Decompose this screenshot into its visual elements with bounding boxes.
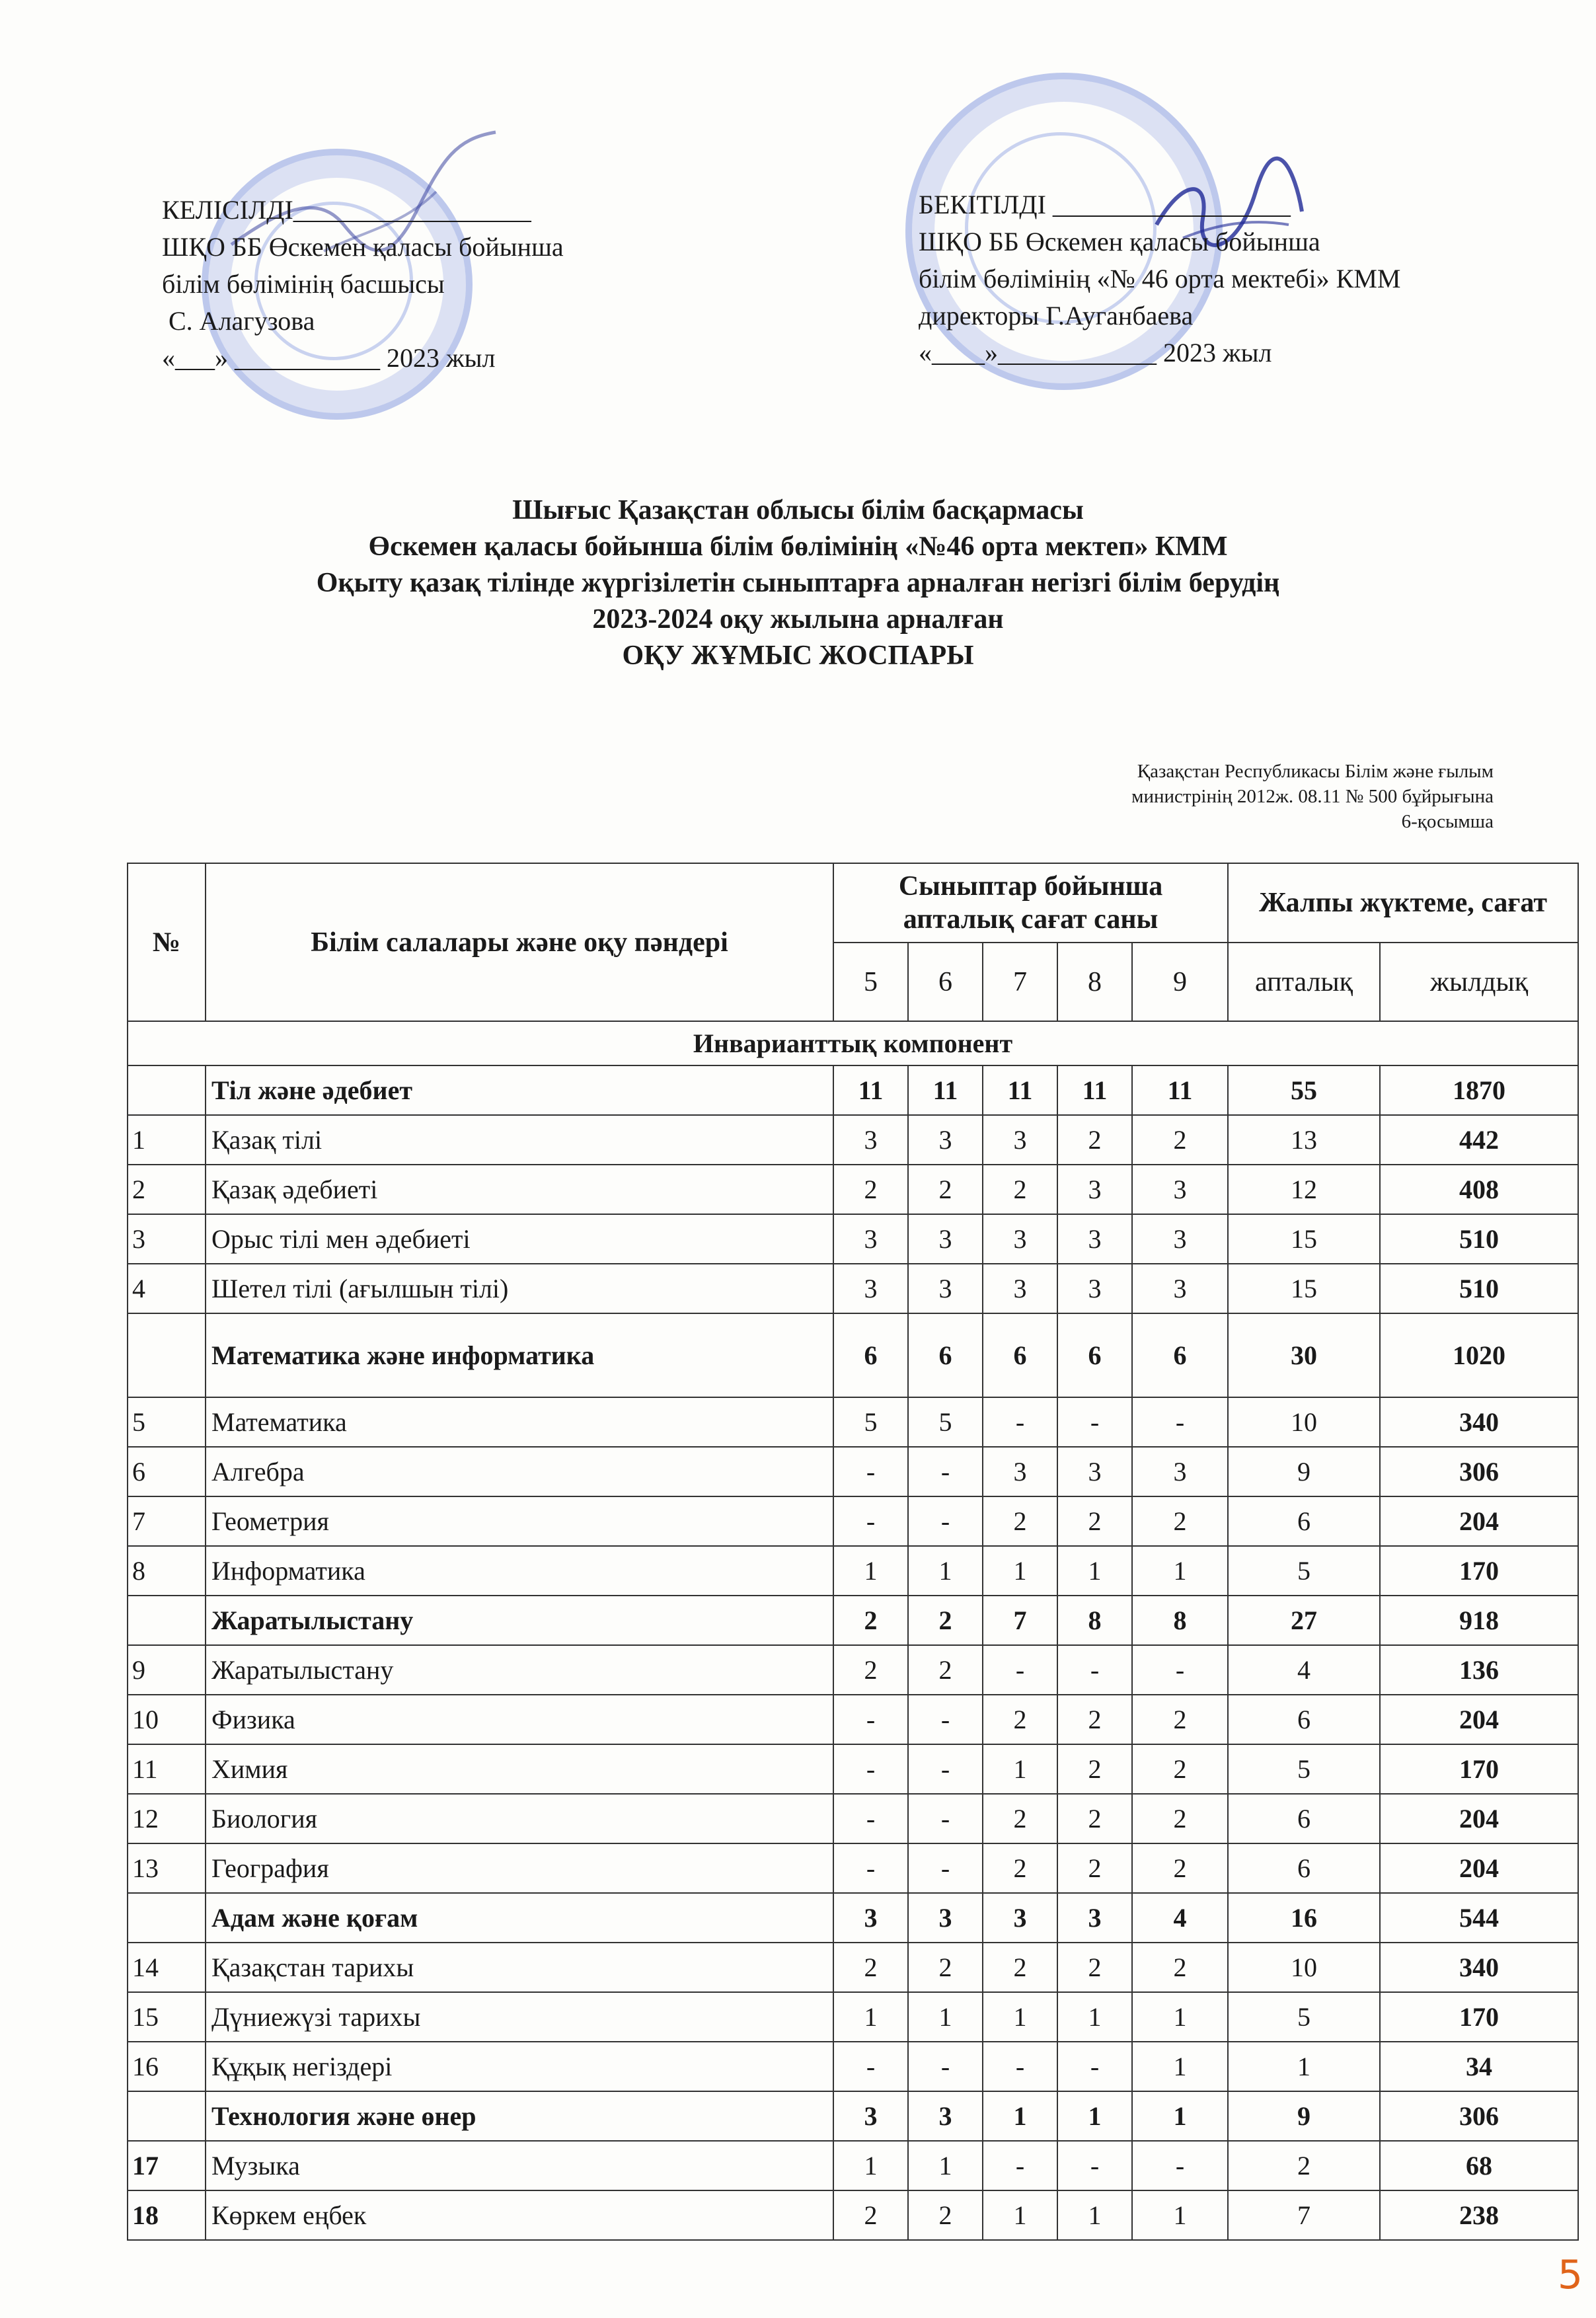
grade-8-hours: - — [1057, 1645, 1132, 1695]
row-number: 12 — [128, 1794, 206, 1843]
header-subjects: Білім салалары және оқу пәндері — [206, 863, 833, 1021]
approval-right-line: ШҚО ББ Өскемен қаласы бойынша — [919, 227, 1320, 256]
subject-row — [128, 1992, 1578, 2042]
grade-9-hours: 2 — [1132, 1695, 1228, 1744]
grade-6-hours: - — [908, 1496, 983, 1546]
weekly-total: 5 — [1228, 1992, 1380, 2042]
subject-row — [128, 1397, 1578, 1447]
grade-7-hours: 6 — [983, 1313, 1057, 1397]
group-row — [128, 1065, 1578, 1115]
approval-left — [162, 192, 564, 377]
grade-6-hours: 3 — [908, 2091, 983, 2141]
yearly-total: 1870 — [1380, 1065, 1578, 1115]
grade-7-hours: 1 — [983, 1744, 1057, 1794]
subject-row — [128, 1843, 1578, 1893]
weekly-total: 7 — [1228, 2190, 1380, 2240]
grade-8-hours: 8 — [1057, 1596, 1132, 1645]
grade-8-hours: - — [1057, 1397, 1132, 1447]
title-line: 2023-2024 оқу жылына арналған — [592, 604, 1004, 635]
grade-7-hours: 3 — [983, 1264, 1057, 1313]
yearly-total: 136 — [1380, 1645, 1578, 1695]
row-number: 7 — [128, 1496, 206, 1546]
grade-6-hours: 3 — [908, 1264, 983, 1313]
grade-8-hours: 1 — [1057, 2091, 1132, 2141]
grade-9-hours: 4 — [1132, 1893, 1228, 1943]
row-number — [128, 2091, 206, 2141]
row-number: 5 — [128, 1397, 206, 1447]
subject-row — [128, 2141, 1578, 2190]
grade-8-hours: 2 — [1057, 1744, 1132, 1794]
approval-right-line: директоры Г.Ауганбаева — [919, 301, 1194, 330]
grade-5-hours: 3 — [833, 1264, 908, 1313]
grade-7-hours: 2 — [983, 1843, 1057, 1893]
grade-5-hours: - — [833, 1695, 908, 1744]
subject-name: Музыка — [206, 2141, 833, 2190]
title-line: Шығыс Қазақстан облысы білім басқармасы — [512, 495, 1084, 525]
grade-8-hours: 3 — [1057, 1264, 1132, 1313]
grade-5-hours: 5 — [833, 1397, 908, 1447]
grade-7-hours: 3 — [983, 1115, 1057, 1165]
subject-row — [128, 1214, 1578, 1264]
approval-right-line: БЕКІТІЛДІ __________________ — [919, 190, 1291, 219]
grade-7-hours: 3 — [983, 1447, 1057, 1496]
grade-7-hours: 3 — [983, 1214, 1057, 1264]
curriculum-table — [127, 863, 1579, 2241]
subject-row — [128, 1264, 1578, 1313]
grade-5-hours: 1 — [833, 2141, 908, 2190]
grade-5-hours: 2 — [833, 1596, 908, 1645]
subject-name: Құқық негіздері — [206, 2042, 833, 2091]
grade-6-hours: 3 — [908, 1115, 983, 1165]
grade-9-hours: 3 — [1132, 1447, 1228, 1496]
grade-6-hours: 1 — [908, 1992, 983, 2042]
grade-9-hours: 2 — [1132, 1496, 1228, 1546]
grade-7-hours: 1 — [983, 1546, 1057, 1596]
grade-8-hours: 3 — [1057, 1165, 1132, 1214]
subject-name: Биология — [206, 1794, 833, 1843]
group-name: Тіл және әдебиет — [206, 1065, 833, 1115]
grade-7-hours: - — [983, 2042, 1057, 2091]
subject-name: Информатика — [206, 1546, 833, 1596]
grade-7-hours: 1 — [983, 1992, 1057, 2042]
grade-7-hours: 3 — [983, 1893, 1057, 1943]
row-number: 6 — [128, 1447, 206, 1496]
yearly-total: 340 — [1380, 1943, 1578, 1992]
weekly-total: 10 — [1228, 1943, 1380, 1992]
subject-name: Қазақстан тарихы — [206, 1943, 833, 1992]
grade-5-hours: 1 — [833, 1992, 908, 2042]
yearly-total: 204 — [1380, 1794, 1578, 1843]
grade-5-hours: 2 — [833, 1165, 908, 1214]
grade-7-hours: 11 — [983, 1065, 1057, 1115]
subject-name: Қазақ тілі — [206, 1115, 833, 1165]
subject-name: Химия — [206, 1744, 833, 1794]
section-title: Инварианттық компонент — [128, 1021, 1578, 1065]
weekly-total: 6 — [1228, 1496, 1380, 1546]
grade-6-hours: 6 — [908, 1313, 983, 1397]
weekly-total: 30 — [1228, 1313, 1380, 1397]
row-number — [128, 1596, 206, 1645]
group-row — [128, 2091, 1578, 2141]
grade-9-hours: 3 — [1132, 1214, 1228, 1264]
subject-name: Геометрия — [206, 1496, 833, 1546]
grade-6-hours: - — [908, 1843, 983, 1893]
grade-5-hours: - — [833, 1496, 908, 1546]
grade-6-hours: 2 — [908, 2190, 983, 2240]
document-title — [0, 492, 1596, 674]
yearly-total: 170 — [1380, 1992, 1578, 2042]
weekly-total: 1 — [1228, 2042, 1380, 2091]
group-name: Технология және өнер — [206, 2091, 833, 2141]
grade-9-hours: - — [1132, 1645, 1228, 1695]
weekly-total: 6 — [1228, 1843, 1380, 1893]
yearly-total: 68 — [1380, 2141, 1578, 2190]
grade-8-hours: 2 — [1057, 1695, 1132, 1744]
group-name: Математика және информатика — [206, 1313, 833, 1397]
order-note-line: 6-қосымша — [1401, 811, 1494, 832]
grade-6-hours: 1 — [908, 1546, 983, 1596]
yearly-total: 238 — [1380, 2190, 1578, 2240]
yearly-total: 170 — [1380, 1744, 1578, 1794]
header-weekly-by-grade: Сыныптар бойынша апталық сағат саны — [833, 863, 1228, 943]
grade-9-hours: 2 — [1132, 1794, 1228, 1843]
grade-8-hours: 3 — [1057, 1214, 1132, 1264]
subject-name: Қазақ әдебиеті — [206, 1165, 833, 1214]
yearly-total: 340 — [1380, 1397, 1578, 1447]
weekly-total: 10 — [1228, 1397, 1380, 1447]
grade-5-hours: 3 — [833, 1893, 908, 1943]
grade-5-hours: 1 — [833, 1546, 908, 1596]
grade-5-hours: - — [833, 1794, 908, 1843]
grade-7-hours: 2 — [983, 1496, 1057, 1546]
grade-7-hours: - — [983, 1645, 1057, 1695]
row-number: 17 — [128, 2141, 206, 2190]
header-num: № — [128, 863, 206, 1021]
grade-9-hours: - — [1132, 2141, 1228, 2190]
subject-name: Көркем еңбек — [206, 2190, 833, 2240]
grade-7-hours: 2 — [983, 1165, 1057, 1214]
grade-5-hours: 11 — [833, 1065, 908, 1115]
grade-6-hours: 1 — [908, 2141, 983, 2190]
yearly-total: 544 — [1380, 1893, 1578, 1943]
table-header-row — [128, 863, 1578, 943]
yearly-total: 918 — [1380, 1596, 1578, 1645]
approval-right-line: «____»____________ 2023 жыл — [919, 338, 1272, 367]
yearly-total: 408 — [1380, 1165, 1578, 1214]
weekly-total: 6 — [1228, 1794, 1380, 1843]
grade-9-hours: 3 — [1132, 1264, 1228, 1313]
subject-row — [128, 1546, 1578, 1596]
section-row — [128, 1021, 1578, 1065]
grade-6-hours: - — [908, 1744, 983, 1794]
page-number: 5 — [1557, 2252, 1583, 2298]
grade-8-hours: 2 — [1057, 1794, 1132, 1843]
grade-6-hours: 3 — [908, 1214, 983, 1264]
row-number: 15 — [128, 1992, 206, 2042]
yearly-total: 204 — [1380, 1695, 1578, 1744]
yearly-total: 510 — [1380, 1214, 1578, 1264]
grade-5-hours: 3 — [833, 2091, 908, 2141]
grade-6-hours: - — [908, 1794, 983, 1843]
group-name: Адам және қоғам — [206, 1893, 833, 1943]
grade-9-hours: - — [1132, 1397, 1228, 1447]
header-grade-5: 5 — [833, 943, 908, 1021]
row-number: 11 — [128, 1744, 206, 1794]
weekly-total: 9 — [1228, 1447, 1380, 1496]
grade-9-hours: 8 — [1132, 1596, 1228, 1645]
grade-8-hours: 1 — [1057, 1546, 1132, 1596]
weekly-total: 27 — [1228, 1596, 1380, 1645]
subject-row — [128, 1744, 1578, 1794]
grade-9-hours: 1 — [1132, 2042, 1228, 2091]
subject-name: Алгебра — [206, 1447, 833, 1496]
row-number: 3 — [128, 1214, 206, 1264]
grade-6-hours: 3 — [908, 1893, 983, 1943]
grade-6-hours: 2 — [908, 1943, 983, 1992]
grade-5-hours: 2 — [833, 1645, 908, 1695]
row-number: 1 — [128, 1115, 206, 1165]
row-number: 8 — [128, 1546, 206, 1596]
order-note-line: министрінің 2012ж. 08.11 № 500 бұйрығына — [1131, 786, 1494, 807]
grade-7-hours: 2 — [983, 1695, 1057, 1744]
grade-8-hours: 2 — [1057, 1115, 1132, 1165]
grade-5-hours: - — [833, 1744, 908, 1794]
grade-9-hours: 2 — [1132, 1843, 1228, 1893]
weekly-total: 9 — [1228, 2091, 1380, 2141]
weekly-total: 5 — [1228, 1546, 1380, 1596]
approval-left-line: С. Алагузова — [162, 306, 315, 336]
subject-name: Математика — [206, 1397, 833, 1447]
row-number: 16 — [128, 2042, 206, 2091]
grade-9-hours: 2 — [1132, 1943, 1228, 1992]
grade-8-hours: 11 — [1057, 1065, 1132, 1115]
grade-8-hours: 3 — [1057, 1447, 1132, 1496]
subject-name: Шетел тілі (ағылшын тілі) — [206, 1264, 833, 1313]
grade-7-hours: 2 — [983, 1794, 1057, 1843]
grade-9-hours: 1 — [1132, 1992, 1228, 2042]
row-number: 2 — [128, 1165, 206, 1214]
row-number: 13 — [128, 1843, 206, 1893]
approval-right-line: білім бөлімінің «№ 46 орта мектебі» КММ — [919, 264, 1401, 293]
row-number — [128, 1065, 206, 1115]
subject-row — [128, 1115, 1578, 1165]
grade-5-hours: 3 — [833, 1214, 908, 1264]
header-grade-8: 8 — [1057, 943, 1132, 1021]
subject-row — [128, 2042, 1578, 2091]
weekly-total: 4 — [1228, 1645, 1380, 1695]
grade-5-hours: - — [833, 2042, 908, 2091]
header-grade-6: 6 — [908, 943, 983, 1021]
grade-7-hours: - — [983, 2141, 1057, 2190]
weekly-total: 16 — [1228, 1893, 1380, 1943]
weekly-total: 55 — [1228, 1065, 1380, 1115]
order-note — [965, 759, 1494, 834]
yearly-total: 510 — [1380, 1264, 1578, 1313]
weekly-total: 6 — [1228, 1695, 1380, 1744]
header-total-load: Жалпы жүктеме, сағат — [1228, 863, 1578, 943]
weekly-total: 2 — [1228, 2141, 1380, 2190]
grade-6-hours: - — [908, 2042, 983, 2091]
grade-7-hours: 1 — [983, 2190, 1057, 2240]
grade-8-hours: - — [1057, 2141, 1132, 2190]
grade-8-hours: - — [1057, 2042, 1132, 2091]
subject-name: Орыс тілі мен әдебиеті — [206, 1214, 833, 1264]
group-row — [128, 1893, 1578, 1943]
grade-9-hours: 1 — [1132, 2091, 1228, 2141]
subject-row — [128, 1695, 1578, 1744]
row-number: 9 — [128, 1645, 206, 1695]
subject-row — [128, 2190, 1578, 2240]
grade-5-hours: 3 — [833, 1115, 908, 1165]
grade-6-hours: 2 — [908, 1165, 983, 1214]
grade-8-hours: 2 — [1057, 1496, 1132, 1546]
subject-name: Дүниежүзі тарихы — [206, 1992, 833, 2042]
approval-left-line: «___» ___________ 2023 жыл — [162, 343, 496, 373]
header-yearly: жылдық — [1380, 943, 1578, 1021]
grade-9-hours: 1 — [1132, 1546, 1228, 1596]
approval-left-line: ШҚО ББ Өскемен қаласы бойынша — [162, 232, 564, 262]
grade-8-hours: 6 — [1057, 1313, 1132, 1397]
subject-name: Физика — [206, 1695, 833, 1744]
approval-left-line: КЕЛІСІЛДІ__________________ — [162, 195, 531, 225]
row-number — [128, 1893, 206, 1943]
grade-9-hours: 2 — [1132, 1115, 1228, 1165]
yearly-total: 204 — [1380, 1843, 1578, 1893]
grade-6-hours: 11 — [908, 1065, 983, 1115]
grade-7-hours: 2 — [983, 1943, 1057, 1992]
weekly-total: 12 — [1228, 1165, 1380, 1214]
grade-8-hours: 2 — [1057, 1843, 1132, 1893]
yearly-total: 1020 — [1380, 1313, 1578, 1397]
title-line: Өскемен қаласы бойынша білім бөлімінің «№46 орта мектеп» КММ — [368, 531, 1228, 562]
title-line: Оқыту қазақ тілінде жүргізілетін сыныптарға арналған негізгі білім берудің — [316, 568, 1280, 598]
group-name: Жаратылыстану — [206, 1596, 833, 1645]
weekly-total: 15 — [1228, 1214, 1380, 1264]
row-number: 18 — [128, 2190, 206, 2240]
approval-left-line: білім бөлімінің басшысы — [162, 269, 445, 299]
header-weekly: апталық — [1228, 943, 1380, 1021]
grade-5-hours: - — [833, 1447, 908, 1496]
row-number: 10 — [128, 1695, 206, 1744]
grade-6-hours: - — [908, 1695, 983, 1744]
yearly-total: 170 — [1380, 1546, 1578, 1596]
grade-8-hours: 1 — [1057, 1992, 1132, 2042]
grade-8-hours: 3 — [1057, 1893, 1132, 1943]
subject-row — [128, 1496, 1578, 1546]
subject-row — [128, 1645, 1578, 1695]
subject-row — [128, 1943, 1578, 1992]
yearly-total: 204 — [1380, 1496, 1578, 1546]
row-number: 4 — [128, 1264, 206, 1313]
subject-name: География — [206, 1843, 833, 1893]
subject-row — [128, 1165, 1578, 1214]
subject-name: Жаратылыстану — [206, 1645, 833, 1695]
row-number: 14 — [128, 1943, 206, 1992]
weekly-total: 5 — [1228, 1744, 1380, 1794]
group-row — [128, 1313, 1578, 1397]
grade-9-hours: 6 — [1132, 1313, 1228, 1397]
header-grade-7: 7 — [983, 943, 1057, 1021]
row-number — [128, 1313, 206, 1397]
title-line: ОҚУ ЖҰМЫС ЖОСПАРЫ — [622, 640, 974, 671]
header-grade-9: 9 — [1132, 943, 1228, 1021]
grade-6-hours: 5 — [908, 1397, 983, 1447]
grade-8-hours: 1 — [1057, 2190, 1132, 2240]
grade-9-hours: 11 — [1132, 1065, 1228, 1115]
grade-9-hours: 3 — [1132, 1165, 1228, 1214]
yearly-total: 442 — [1380, 1115, 1578, 1165]
grade-9-hours: 1 — [1132, 2190, 1228, 2240]
grade-7-hours: 7 — [983, 1596, 1057, 1645]
grade-5-hours: 6 — [833, 1313, 908, 1397]
grade-6-hours: 2 — [908, 1645, 983, 1695]
grade-8-hours: 2 — [1057, 1943, 1132, 1992]
grade-7-hours: 1 — [983, 2091, 1057, 2141]
grade-6-hours: 2 — [908, 1596, 983, 1645]
grade-7-hours: - — [983, 1397, 1057, 1447]
weekly-total: 15 — [1228, 1264, 1380, 1313]
weekly-total: 13 — [1228, 1115, 1380, 1165]
grade-5-hours: - — [833, 1843, 908, 1893]
grade-6-hours: - — [908, 1447, 983, 1496]
grade-5-hours: 2 — [833, 1943, 908, 1992]
order-note-line: Қазақстан Республикасы Білім және ғылым — [1137, 761, 1494, 782]
yearly-total: 306 — [1380, 2091, 1578, 2141]
grade-5-hours: 2 — [833, 2190, 908, 2240]
grade-9-hours: 2 — [1132, 1744, 1228, 1794]
yearly-total: 34 — [1380, 2042, 1578, 2091]
approval-right — [919, 186, 1400, 371]
subject-row — [128, 1447, 1578, 1496]
group-row — [128, 1596, 1578, 1645]
yearly-total: 306 — [1380, 1447, 1578, 1496]
subject-row — [128, 1794, 1578, 1843]
